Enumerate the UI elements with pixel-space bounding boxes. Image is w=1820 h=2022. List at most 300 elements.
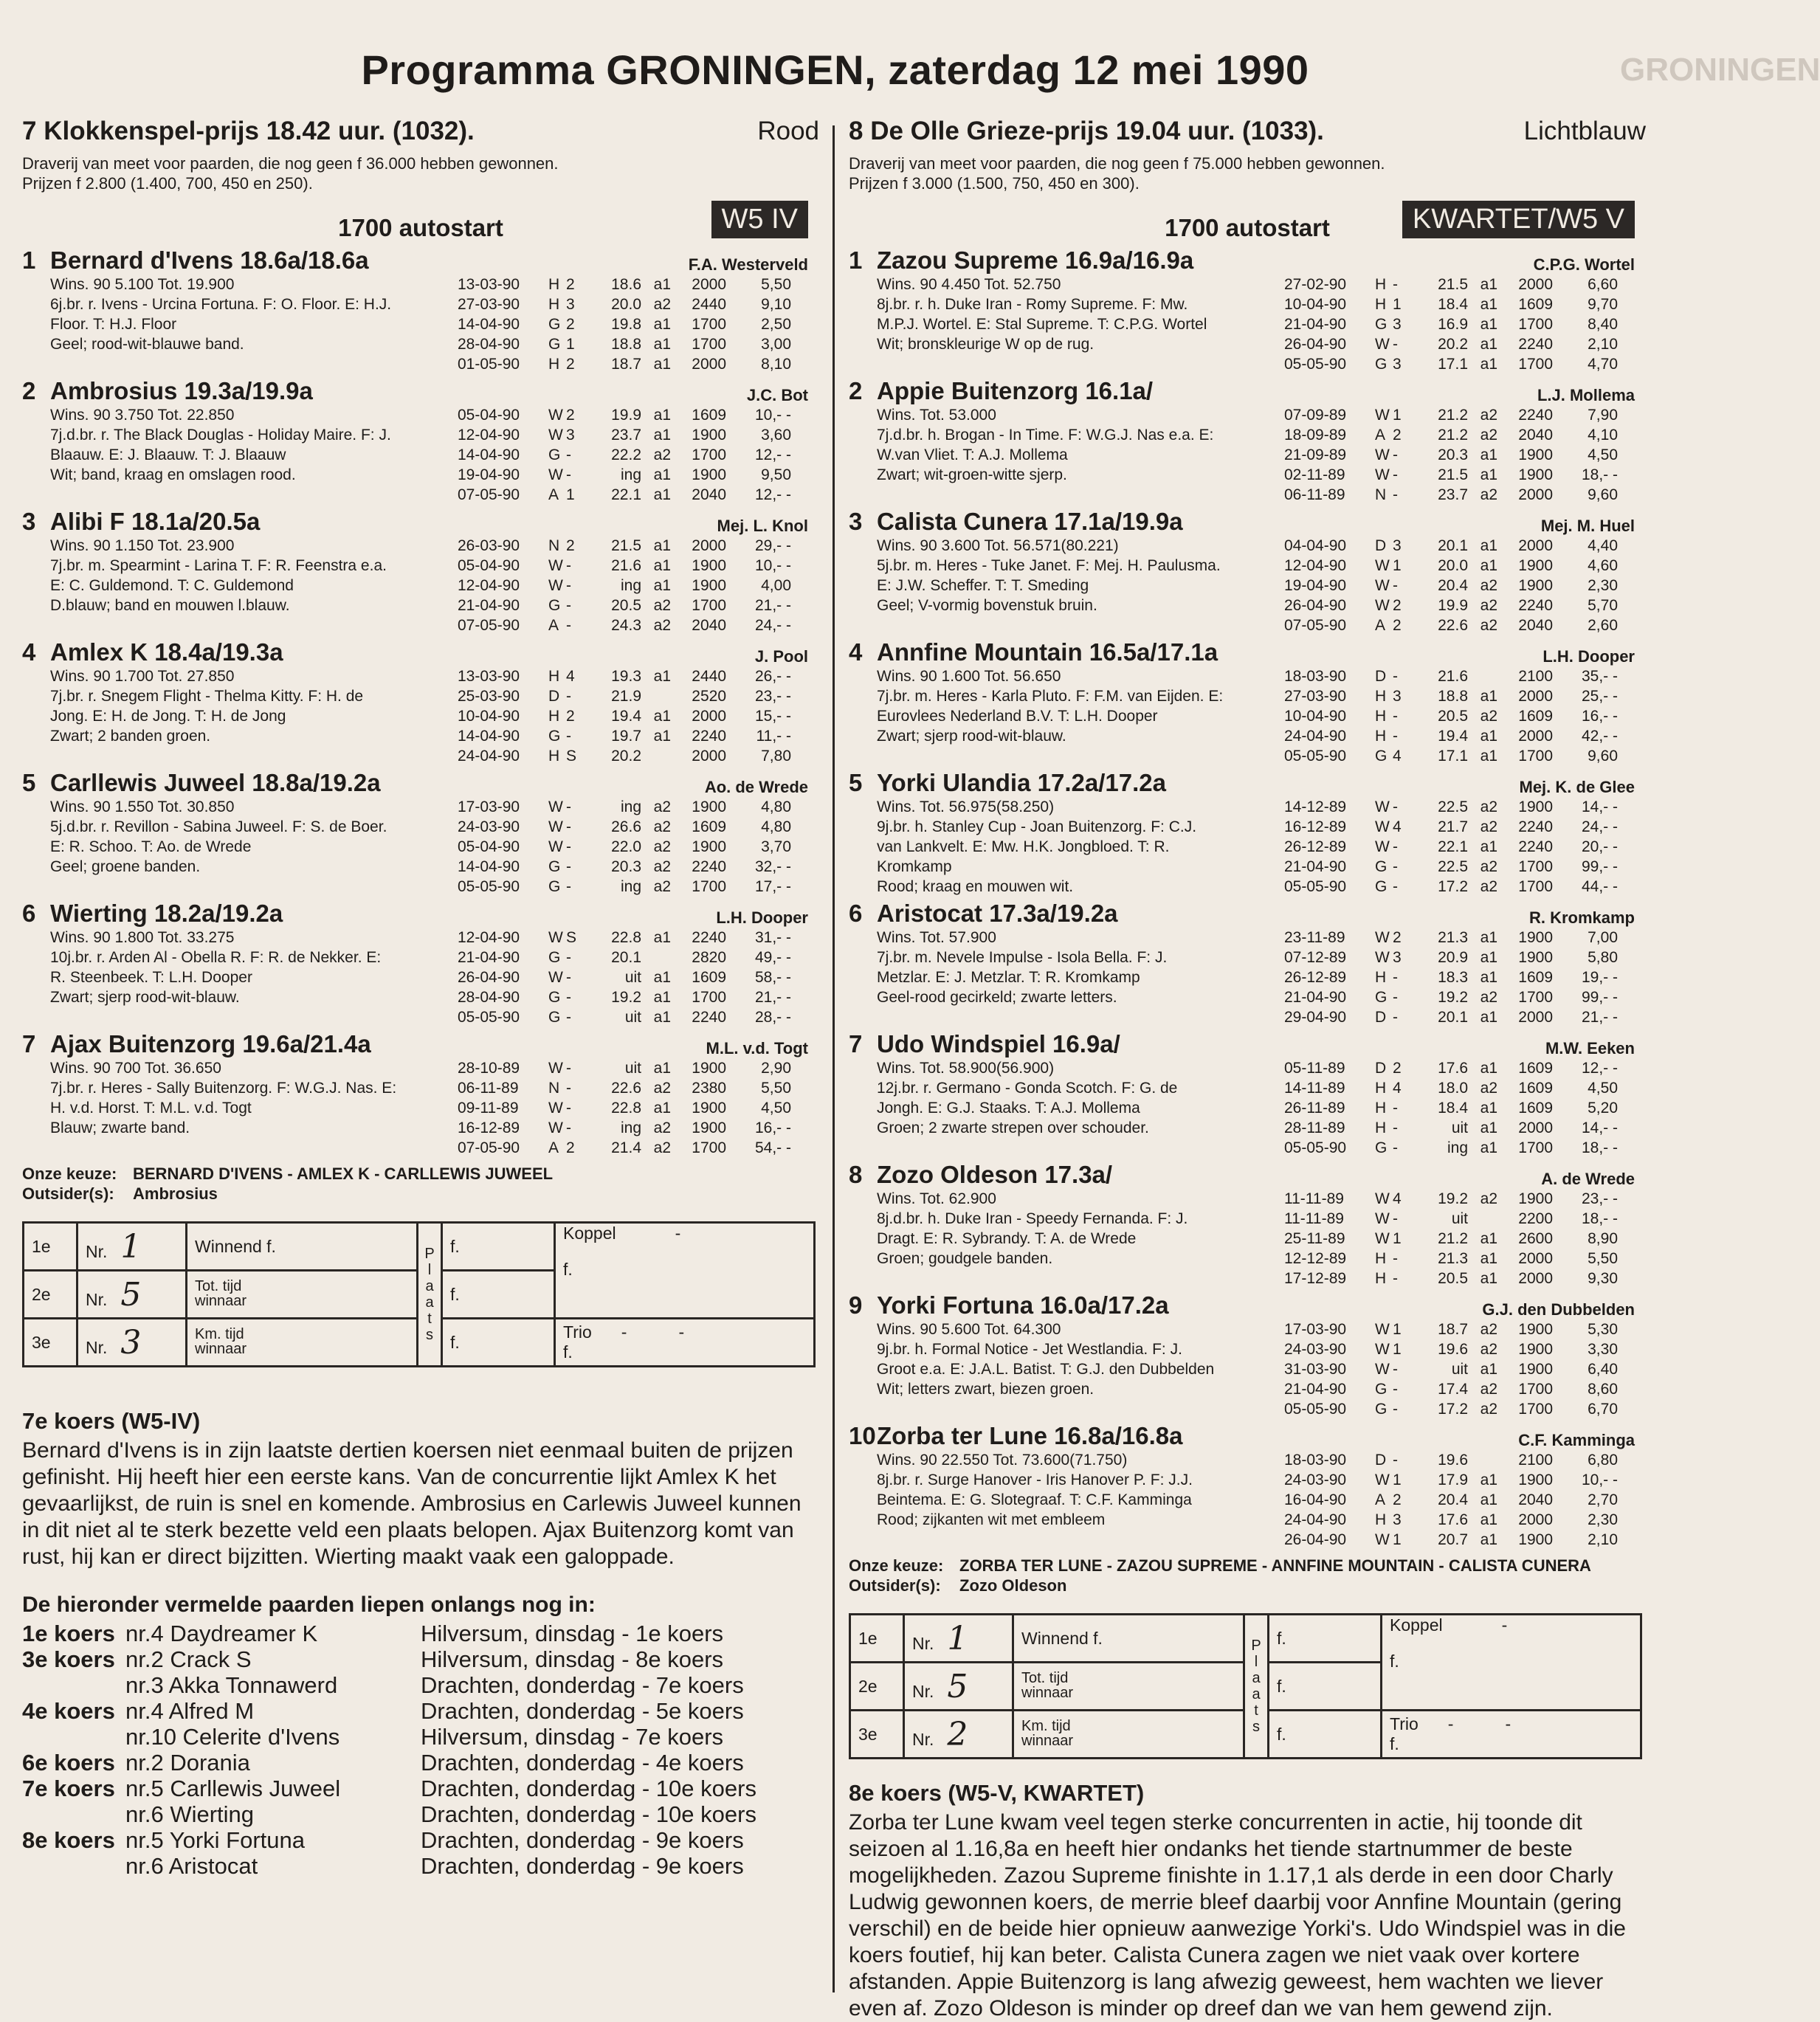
recent-runs xyxy=(1284,275,1646,374)
koppel-label xyxy=(563,1224,806,1243)
recent-koers: 4e koers xyxy=(22,1698,115,1724)
run-track: G xyxy=(548,858,561,875)
recent-runs xyxy=(458,666,819,766)
run-start: a1 xyxy=(1480,1250,1497,1267)
run-start: a1 xyxy=(1480,838,1497,855)
run-row xyxy=(458,746,819,766)
horse-body xyxy=(22,1058,819,1158)
run-track: W xyxy=(1375,597,1390,614)
run-row xyxy=(1284,1189,1646,1209)
handwritten-number: 3 xyxy=(120,1323,142,1362)
horse-name-text: Zazou Supreme 16.9a/16.9a xyxy=(877,246,1194,274)
run-date: 27-03-90 xyxy=(458,296,520,313)
run-row xyxy=(458,576,819,596)
run-distance: 1700 xyxy=(1518,878,1553,895)
run-track: W xyxy=(1375,1471,1390,1488)
trio-dash: - xyxy=(678,1322,685,1342)
run-time: 18.4 xyxy=(1438,1100,1468,1117)
run-row xyxy=(1284,465,1646,485)
run-distance: 1900 xyxy=(692,798,726,815)
info-line: E: J.W. Scheffer. T: T. Smeding xyxy=(877,577,1089,594)
nr-label: Nr. xyxy=(912,1681,934,1701)
run-time: 18.7 xyxy=(611,356,641,373)
run-odds: 2,70 xyxy=(1588,1491,1618,1508)
run-track: W xyxy=(548,557,563,574)
run-start: a2 xyxy=(1480,818,1497,835)
run-odds: 17,- - xyxy=(754,878,791,895)
info-line: 5j.br. m. Heres - Tuke Janet. F: Mej. H. Paulusma. xyxy=(877,557,1221,574)
run-place: 1 xyxy=(1393,1230,1402,1247)
run-odds: 9,30 xyxy=(1588,1270,1618,1287)
run-odds: 9,50 xyxy=(761,466,791,483)
run-start: a1 xyxy=(1480,1511,1497,1528)
result-label: Tot. tijd winnaar xyxy=(195,1278,247,1309)
recent-runs xyxy=(1284,405,1646,505)
info-line: 9j.br. h. Formal Notice - Jet Westlandia. F: J. xyxy=(877,1341,1182,1358)
run-track: D xyxy=(1375,1009,1387,1026)
run-distance: 1900 xyxy=(1518,1531,1553,1548)
run-start: a1 xyxy=(1480,1491,1497,1508)
horse-entry xyxy=(849,637,1646,766)
run-start: a1 xyxy=(1480,1009,1497,1026)
run-place: - xyxy=(1393,336,1398,353)
run-start: a1 xyxy=(653,427,671,444)
info-line: Wins. 90 1.800 Tot. 33.275 xyxy=(50,929,235,946)
run-start: a1 xyxy=(653,1100,671,1117)
run-date: 21-04-90 xyxy=(1284,316,1347,333)
run-start: a1 xyxy=(1480,296,1497,313)
run-date: 07-05-90 xyxy=(458,1139,520,1156)
run-date: 06-11-89 xyxy=(458,1080,519,1097)
run-start: a2 xyxy=(1480,1341,1497,1358)
horse-header xyxy=(849,376,1646,405)
run-track: W xyxy=(1375,1361,1390,1378)
info-line: 6j.br. r. Ivens - Urcina Fortuna. F: O. Floor. E: H.J. xyxy=(50,296,392,313)
run-row xyxy=(458,726,819,746)
run-start: a2 xyxy=(1480,407,1497,424)
race-8-column xyxy=(849,117,1646,2022)
run-date: 05-05-90 xyxy=(1284,1139,1347,1156)
recent-runs xyxy=(1284,1450,1646,1550)
run-odds: 18,- - xyxy=(1581,1139,1618,1156)
run-start: a1 xyxy=(1480,446,1497,463)
run-odds: 9,10 xyxy=(761,296,791,313)
run-distance: 2000 xyxy=(1518,537,1553,554)
horse-name xyxy=(849,638,1218,666)
run-row xyxy=(1284,967,1646,987)
race-header xyxy=(849,117,1646,146)
run-time: ing xyxy=(1447,1139,1468,1156)
info-line: H. v.d. Horst. T: M.L. v.d. Togt xyxy=(50,1100,252,1117)
run-odds: 21,- - xyxy=(1581,1009,1618,1026)
run-time: 19.8 xyxy=(611,316,641,333)
info-line: Zwart; sjerp rood-wit-blauw. xyxy=(877,728,1066,745)
horse-number: 3 xyxy=(22,508,36,535)
recent-where: Hilversum, dinsdag - 7e koers xyxy=(421,1724,724,1750)
run-time: ing xyxy=(620,798,641,815)
run-start: a2 xyxy=(1480,989,1497,1006)
run-time: 18.4 xyxy=(1438,296,1468,313)
run-time: 20.3 xyxy=(1438,446,1468,463)
run-date: 12-04-90 xyxy=(458,577,520,594)
run-row xyxy=(1284,928,1646,948)
run-start xyxy=(1468,1209,1497,1229)
plaats-letter: s xyxy=(426,1327,433,1343)
run-odds: 2,50 xyxy=(761,316,791,333)
run-place: 1 xyxy=(1393,1321,1402,1338)
plaats-letter: l xyxy=(427,1262,432,1278)
our-choice-value: BERNARD D'IVENS - AMLEX K - CARLLEWIS JUWEEL xyxy=(133,1164,554,1183)
trainer-name: M.L. v.d. Togt xyxy=(706,1039,808,1057)
run-track: D xyxy=(548,688,560,705)
result-grid xyxy=(849,1613,1642,1759)
run-date: 10-04-90 xyxy=(1284,708,1347,725)
run-track: W xyxy=(1375,838,1390,855)
run-start: a1 xyxy=(1480,748,1497,765)
run-distance: 2000 xyxy=(1518,276,1553,293)
run-date: 26-12-89 xyxy=(1284,838,1347,855)
trainer-name: Mej. K. de Glee xyxy=(1519,778,1635,796)
recent-horse: nr.10 Celerite d'Ivens xyxy=(125,1724,340,1750)
plaats-amount: f. xyxy=(442,1319,555,1367)
run-track: G xyxy=(1375,748,1388,765)
run-place: 1 xyxy=(566,486,575,503)
run-track: G xyxy=(548,1009,561,1026)
info-line: Beintema. E: G. Slotegraaf. T: C.F. Kamminga xyxy=(877,1491,1192,1508)
plaats-letter: a xyxy=(1252,1686,1261,1702)
recent-where: Drachten, donderdag - 4e koers xyxy=(421,1750,744,1776)
run-time: 21.2 xyxy=(1438,407,1468,424)
run-time: 21.5 xyxy=(1438,466,1468,483)
run-track: G xyxy=(1375,1401,1388,1418)
run-start: a1 xyxy=(653,407,671,424)
run-place: 4 xyxy=(1393,748,1402,765)
run-place: 2 xyxy=(566,708,575,725)
run-track: W xyxy=(548,1100,563,1117)
info-line: Groot e.a. E: J.A.L. Batist. T: G.J. den Dubbelden xyxy=(877,1361,1215,1378)
run-place: 4 xyxy=(566,668,575,685)
run-start: a2 xyxy=(1480,427,1497,444)
recent-runs xyxy=(1284,928,1646,1027)
run-track: H xyxy=(548,748,560,765)
horse-name-text: Zorba ter Lune 16.8a/16.8a xyxy=(877,1422,1183,1449)
run-row xyxy=(1284,1379,1646,1399)
run-distance: 1900 xyxy=(1518,929,1553,946)
run-track: G xyxy=(1375,989,1388,1006)
horse-header xyxy=(849,637,1646,666)
result-nr-cell xyxy=(77,1223,187,1271)
run-distance: 1700 xyxy=(1518,1139,1553,1156)
handwritten-number: 5 xyxy=(947,1667,968,1705)
run-track: H xyxy=(1375,1119,1387,1136)
run-odds: 32,- - xyxy=(754,858,791,875)
run-start: a1 xyxy=(1480,466,1497,483)
horse-info xyxy=(22,275,458,374)
run-date: 27-02-90 xyxy=(1284,276,1347,293)
horse-header xyxy=(849,245,1646,275)
run-row xyxy=(1284,1078,1646,1098)
info-line: Wins. Tot. 53.000 xyxy=(877,407,996,424)
run-place: - xyxy=(566,597,571,614)
horse-info xyxy=(22,928,458,1027)
run-row xyxy=(1284,1530,1646,1550)
run-track: H xyxy=(1375,1511,1387,1528)
horse-entry xyxy=(849,1290,1646,1419)
info-line: Wins. 90 4.450 Tot. 52.750 xyxy=(877,276,1061,293)
horse-name xyxy=(22,508,260,536)
run-time: 20.7 xyxy=(1438,1531,1468,1548)
trio-text: Trio xyxy=(563,1322,592,1342)
run-distance: 1700 xyxy=(692,989,726,1006)
run-date: 14-12-89 xyxy=(1284,798,1347,815)
run-start: a1 xyxy=(1480,969,1497,986)
run-place: 3 xyxy=(1393,688,1402,705)
run-place: - xyxy=(1393,989,1398,1006)
run-start: a1 xyxy=(653,577,671,594)
run-odds: 10,- - xyxy=(1581,1471,1618,1488)
run-start: a1 xyxy=(653,989,671,1006)
trainer-name: M.W. Eeken xyxy=(1545,1039,1635,1057)
horse-name xyxy=(849,1422,1183,1450)
run-row xyxy=(1284,1138,1646,1158)
run-distance: 2240 xyxy=(1518,336,1553,353)
run-distance: 1609 xyxy=(692,969,726,986)
run-track: A xyxy=(1375,1491,1386,1508)
run-odds: 5,50 xyxy=(761,276,791,293)
result-place: 3e xyxy=(24,1319,77,1367)
run-track: H xyxy=(1375,728,1387,745)
run-row xyxy=(1284,1470,1646,1490)
run-date: 07-05-90 xyxy=(1284,617,1347,634)
info-line: E: C. Guldemond. T: C. Guldemond xyxy=(50,577,294,594)
run-distance: 1900 xyxy=(692,1119,726,1136)
run-time: 22.8 xyxy=(611,1100,641,1117)
run-start: a1 xyxy=(653,537,671,554)
run-distance: 2000 xyxy=(1518,1511,1553,1528)
run-odds: 21,- - xyxy=(754,597,791,614)
run-time: 19.6 xyxy=(1438,1341,1468,1358)
run-time: uit xyxy=(624,969,641,986)
run-date: 07-05-90 xyxy=(458,486,520,503)
run-row xyxy=(458,294,819,314)
run-odds: 99,- - xyxy=(1581,989,1618,1006)
run-row xyxy=(458,1098,819,1118)
info-line: 7j.br. m. Spearmint - Larina T. F: R. Feenstra e.a. xyxy=(50,557,387,574)
run-start: a1 xyxy=(653,356,671,373)
info-line: Blauw; zwarte band. xyxy=(50,1119,190,1136)
run-start: a1 xyxy=(1480,537,1497,554)
run-track: W xyxy=(548,577,563,594)
plaats-letter: t xyxy=(1254,1702,1258,1719)
run-track: W xyxy=(1375,336,1390,353)
result-nr-cell xyxy=(904,1615,1013,1663)
plaats-amount: f. xyxy=(442,1223,555,1271)
trio-text: Trio xyxy=(1390,1714,1419,1733)
horse-number: 5 xyxy=(849,769,863,796)
outsider-value: Zozo Oldeson xyxy=(959,1576,1067,1595)
run-time: 20.0 xyxy=(611,296,641,313)
run-time: 21.2 xyxy=(1438,427,1468,444)
run-distance: 1609 xyxy=(1518,296,1553,313)
result-place: 3e xyxy=(850,1711,904,1759)
horse-name-text: Alibi F 18.1a/20.5a xyxy=(50,508,261,535)
run-row xyxy=(1284,666,1646,686)
run-distance: 2200 xyxy=(1518,1210,1553,1227)
recent-where: Hilversum, dinsdag - 8e koers xyxy=(421,1646,724,1672)
run-place: - xyxy=(566,466,571,483)
horse-body xyxy=(849,1319,1646,1419)
run-start: a2 xyxy=(653,617,671,634)
run-date: 18-09-89 xyxy=(1284,427,1347,444)
run-row xyxy=(458,928,819,948)
run-track: W xyxy=(1375,466,1390,483)
recent-row xyxy=(22,1827,819,1853)
run-row xyxy=(458,1007,819,1027)
run-time: 20.3 xyxy=(611,858,641,875)
run-row xyxy=(1284,556,1646,576)
run-date: 26-04-90 xyxy=(1284,1531,1347,1548)
run-row xyxy=(458,596,819,615)
run-time: 20.0 xyxy=(1438,557,1468,574)
run-row xyxy=(1284,837,1646,857)
run-track: G xyxy=(548,949,561,966)
run-distance: 1900 xyxy=(1518,1341,1553,1358)
recent-starts xyxy=(22,1593,819,1879)
run-odds: 7,80 xyxy=(761,748,791,765)
run-track: G xyxy=(548,336,561,353)
run-date: 31-03-90 xyxy=(1284,1361,1347,1378)
horse-body xyxy=(849,1058,1646,1158)
info-line: Wins. Tot. 57.900 xyxy=(877,929,996,946)
run-date: 07-09-89 xyxy=(1284,407,1347,424)
recent-koers: 6e koers xyxy=(22,1750,115,1776)
run-date: 17-03-90 xyxy=(458,798,520,815)
run-place: 2 xyxy=(566,1139,575,1156)
run-start: a1 xyxy=(1480,316,1497,333)
run-odds: 2,90 xyxy=(761,1060,791,1077)
run-date: 26-04-90 xyxy=(1284,597,1347,614)
race-title: 8 De Olle Grieze-prijs 19.04 uur. (1033). xyxy=(849,117,1324,145)
run-time: 17.6 xyxy=(1438,1511,1468,1528)
horse-name xyxy=(22,900,283,928)
run-place: - xyxy=(1393,838,1398,855)
trainer-name: A. de Wrede xyxy=(1541,1170,1635,1188)
run-track: W xyxy=(1375,577,1390,594)
info-line: Groen; 2 zwarte strepen over schouder. xyxy=(877,1119,1149,1136)
run-row xyxy=(1284,596,1646,615)
run-start: a1 xyxy=(653,557,671,574)
result-label-cell xyxy=(1013,1615,1244,1663)
run-odds: 12,- - xyxy=(1581,1060,1618,1077)
run-place: - xyxy=(1393,878,1398,895)
run-date: 23-11-89 xyxy=(1284,929,1345,946)
horse-body xyxy=(849,666,1646,766)
run-distance: 1900 xyxy=(1518,1321,1553,1338)
info-line: 8j.br. r. Surge Hanover - Iris Hanover P. F: J.J. xyxy=(877,1471,1193,1488)
run-track: W xyxy=(548,427,563,444)
run-time: 18.6 xyxy=(611,276,641,293)
run-odds: 16,- - xyxy=(1581,708,1618,725)
run-time: 22.6 xyxy=(611,1080,641,1097)
run-start: a2 xyxy=(653,1080,671,1097)
start-row xyxy=(22,198,819,244)
run-time: 18.0 xyxy=(1438,1080,1468,1097)
race-conditions xyxy=(22,153,819,193)
run-place: - xyxy=(1393,486,1398,503)
run-row xyxy=(458,817,819,837)
handwritten-number: 2 xyxy=(947,1715,968,1753)
run-row xyxy=(458,686,819,706)
run-date: 19-04-90 xyxy=(458,466,520,483)
run-distance: 2600 xyxy=(1518,1230,1553,1247)
run-time: uit xyxy=(1451,1119,1468,1136)
run-place: 1 xyxy=(1393,407,1402,424)
recent-runs xyxy=(458,405,819,505)
info-line: Wins. 90 1.150 Tot. 23.900 xyxy=(50,537,235,554)
run-start: a1 xyxy=(1480,1361,1497,1378)
run-date: 24-04-90 xyxy=(458,748,520,765)
run-row xyxy=(1284,1209,1646,1229)
horse-info xyxy=(849,928,1284,1027)
horse-number: 7 xyxy=(22,1030,36,1057)
run-place: - xyxy=(1393,668,1398,685)
run-track: G xyxy=(548,446,561,463)
run-odds: 31,- - xyxy=(754,929,791,946)
run-place: - xyxy=(566,949,571,966)
run-time: 21.2 xyxy=(1438,1230,1468,1247)
horse-number: 2 xyxy=(22,377,36,404)
run-start: a1 xyxy=(653,486,671,503)
run-date: 05-05-90 xyxy=(458,878,520,895)
run-row xyxy=(1284,1118,1646,1138)
run-date: 21-04-90 xyxy=(458,949,520,966)
run-date: 26-04-90 xyxy=(1284,336,1347,353)
run-odds: 28,- - xyxy=(754,1009,791,1026)
recent-koers xyxy=(22,1672,125,1698)
run-track: H xyxy=(1375,296,1387,313)
koppel-text: Koppel xyxy=(563,1224,616,1243)
run-distance: 2240 xyxy=(1518,407,1553,424)
run-track: W xyxy=(1375,407,1390,424)
recent-koers xyxy=(22,1853,125,1879)
race-comment xyxy=(849,1780,1646,2022)
run-track: D xyxy=(1375,1452,1387,1469)
horse-name-text: Zozo Oldeson 17.3a/ xyxy=(877,1161,1113,1188)
run-place: - xyxy=(1393,1452,1398,1469)
run-odds: 25,- - xyxy=(1581,688,1618,705)
run-distance: 2000 xyxy=(692,356,726,373)
run-track: N xyxy=(548,537,560,554)
run-track: H xyxy=(548,276,560,293)
run-distance: 1700 xyxy=(1518,1381,1553,1398)
info-line: Jong. E: H. de Jong. T: H. de Jong xyxy=(50,708,286,725)
run-time: 20.2 xyxy=(1438,336,1468,353)
run-distance: 2240 xyxy=(692,929,726,946)
run-start: a2 xyxy=(1480,597,1497,614)
distance: 1700 autostart xyxy=(338,214,503,241)
run-track: W xyxy=(1375,446,1390,463)
run-row xyxy=(458,334,819,354)
run-place: 1 xyxy=(1393,1531,1402,1548)
run-place: 2 xyxy=(1393,929,1402,946)
info-line: Wins. 90 5.600 Tot. 64.300 xyxy=(877,1321,1061,1338)
run-place: 2 xyxy=(1393,427,1402,444)
run-odds: 4,50 xyxy=(1588,446,1618,463)
outsider-label: Outsider(s): xyxy=(22,1184,114,1203)
run-row xyxy=(458,615,819,635)
run-track: H xyxy=(548,708,560,725)
run-time: 19.4 xyxy=(611,708,641,725)
